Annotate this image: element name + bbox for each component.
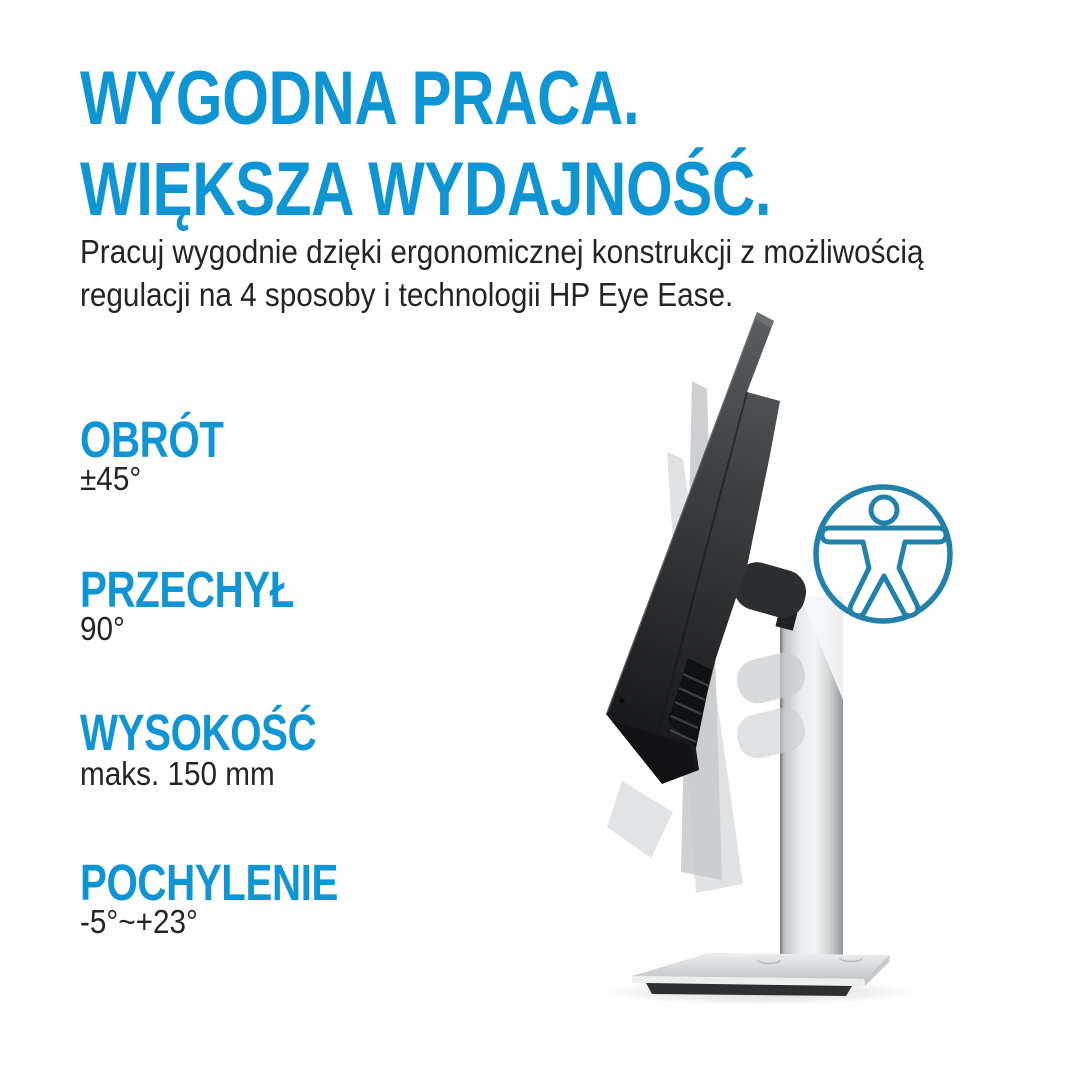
feature-value-swivel: ±45° xyxy=(80,460,142,497)
subtitle-line-2: regulacji na 4 sposoby i technologii HP Eye Ease. xyxy=(80,276,734,313)
page-subtitle xyxy=(80,230,1017,316)
feature-value-pivot: 90° xyxy=(80,610,125,647)
page-title xyxy=(80,53,955,235)
feature-label-tilt: POCHYLENIE xyxy=(80,854,338,911)
feature-label-height: WYSOKOŚĆ xyxy=(80,704,317,761)
title-line-1: WYGODNA PRACA. xyxy=(80,56,640,141)
feature-value-height: maks. 150 mm xyxy=(80,755,275,792)
subtitle-line-1: Pracuj wygodnie dzięki ergonomicznej konstrukcji z możliwością xyxy=(80,233,924,270)
feature-label-swivel: OBRÓT xyxy=(80,411,224,468)
feature-label-pivot: PRZECHYŁ xyxy=(80,561,294,618)
feature-value-tilt: -5°~+23° xyxy=(80,903,198,940)
title-line-2: WIĘKSZA WYDAJNOŚĆ. xyxy=(80,147,772,232)
